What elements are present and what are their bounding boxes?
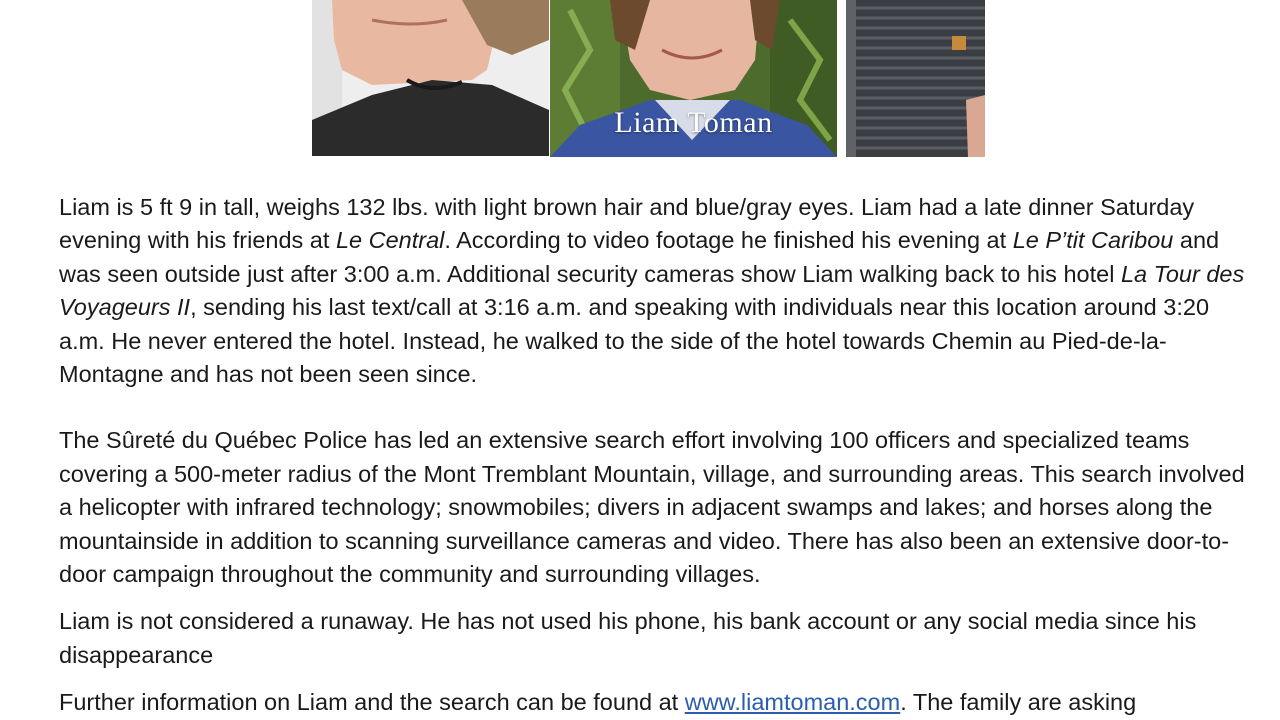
paragraph-further-info: [59, 686, 1249, 719]
photo-liam-right: [846, 0, 985, 157]
text-segment: and was seen outside just after 3:00 a.m. Additional security cameras show Liam walking back to his hotel: [59, 227, 1220, 287]
place-name: La Tour des Voyageurs II: [59, 260, 1245, 321]
paragraph-not-runaway: Liam is not considered a runaway. He has not used his phone, his bank account or any social media since his disappearance: [59, 608, 1197, 668]
photo-caption: Liam Toman: [614, 106, 773, 139]
text-segment: , sending his last text/call at 3:16 a.m. and speaking with individuals near this location around 3:20 a.m. He never entered the hotel. Instead, he walked to the side of the hotel towards Chemin au Pied-de-la-Montagne and has not been seen since.: [59, 294, 1210, 388]
photo-liam-left: [312, 0, 549, 156]
text-segment: Liam is 5 ft 9 in tall, weighs 132 lbs. with light brown hair and blue/gray eyes. Liam had a late dinner Saturday evening with his friends at: [59, 194, 1195, 254]
place-name: Le Central: [335, 227, 445, 254]
website-link[interactable]: www.liamtoman.com: [684, 689, 901, 716]
article-body: [59, 191, 1249, 720]
paragraph-search-effort: The Sûreté du Québec Police has led an extensive search effort involving 100 officers and specialized teams covering a 500-meter radius of the Mont Tremblant Mountain, village, and surrounding areas. This search involved a helicopter with infrared technology; snowmobiles; divers in adjacent swamps and lakes; and horses along the mountainside in addition to scanning surveillance cameras and video. There has also been an extensive door-to-door campaign throughout the community and surrounding villages.: [59, 427, 1245, 588]
text-segment: Further information on Liam and the search can be found at: [59, 689, 685, 716]
paragraph-description: [59, 191, 1249, 391]
photo-strip: [0, 0, 1280, 160]
place-name: Le P’tit Caribou: [1012, 227, 1174, 254]
photo-liam-center: [550, 0, 837, 157]
text-segment: . According to video footage he finished his evening at: [444, 227, 1013, 254]
text-segment: . The family are asking: [900, 689, 1137, 716]
